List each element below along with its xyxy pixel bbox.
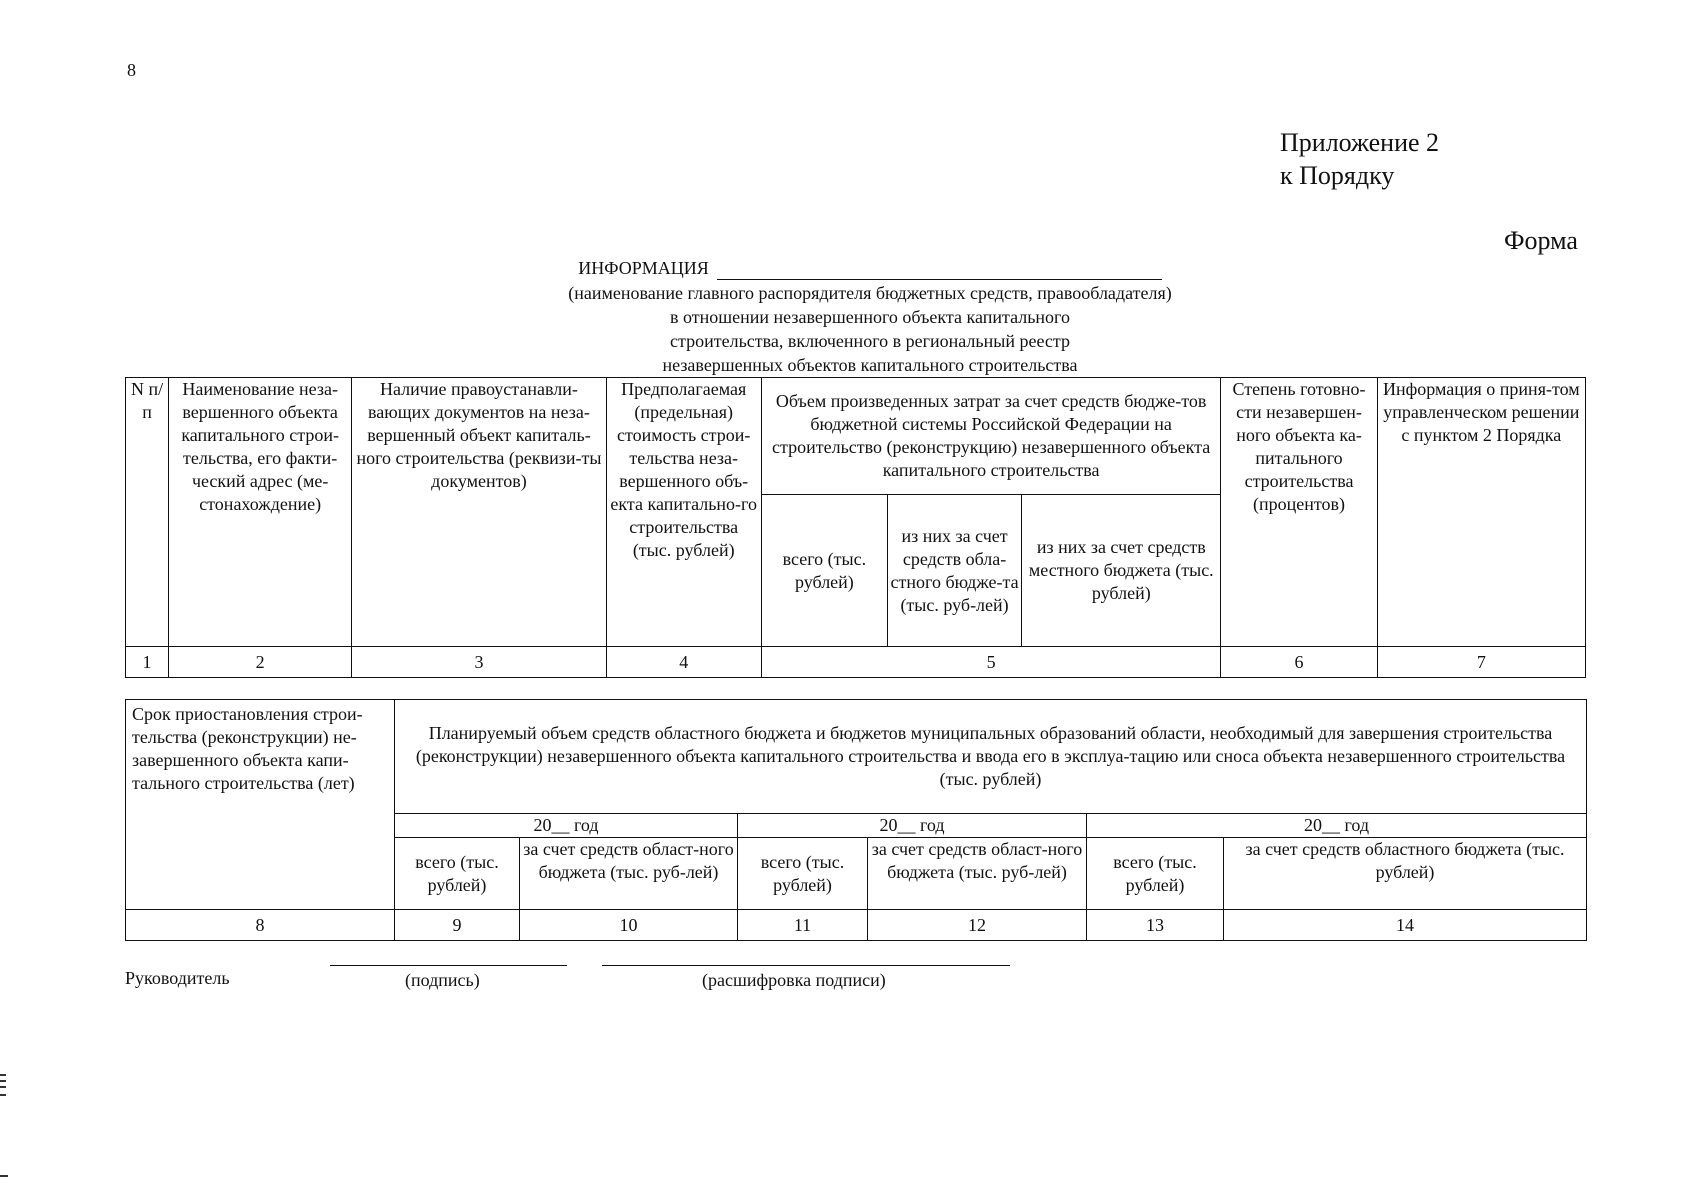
header-costs-local: из них за счет средств местного бюджета (тыс. рублей)	[1022, 495, 1221, 647]
signature-caption: (подпись)	[405, 970, 480, 990]
header-estimated-cost: Предполагаемая (предельная) стоимость строи-тельства неза-вершенного объ-екта капитально-го строительства (тыс. рублей)	[606, 378, 761, 647]
planning-table	[125, 699, 1587, 941]
form-label: Форма	[1504, 226, 1578, 255]
header-year-3-total: всего (тыс. рублей)	[1087, 838, 1224, 910]
header-costs-regional: из них за счет средств обла-стного бюдже-та (тыс. руб-лей)	[887, 495, 1021, 647]
main-table	[125, 377, 1586, 678]
scan-mark	[0, 1074, 6, 1076]
column-number: 1	[126, 647, 169, 678]
header-blank-line	[717, 261, 1162, 280]
scan-mark	[0, 1175, 8, 1177]
column-number: 7	[1377, 647, 1585, 678]
signature-line	[330, 965, 567, 966]
header-object-name: Наименование неза-вершенного объекта капитального строи-тельства, его факти-ческий адрес (ме-стонахождение)	[169, 378, 352, 647]
header-year-3: 20__ год	[1087, 814, 1587, 838]
header-year-2: 20__ год	[738, 814, 1087, 838]
header-year-1-total: всего (тыс. рублей)	[395, 838, 520, 910]
appendix-block	[1280, 126, 1439, 192]
header-year-2-total: всего (тыс. рублей)	[738, 838, 868, 910]
signature-label: Руководитель	[125, 968, 230, 988]
header-line-1: (наименование главного распорядителя бюджетных средств, правообладателя)	[568, 283, 1172, 303]
header-year-3-regional: за счет средств областного бюджета (тыс. рублей)	[1224, 838, 1587, 910]
column-number: 13	[1087, 910, 1224, 941]
column-number: 11	[738, 910, 868, 941]
header-documents: Наличие правоустанавли-вающих документов на неза-вершенный объект капиталь-ного строительства (реквизи-ты документов)	[352, 378, 606, 647]
header-line-4: незавершенных объектов капитального строительства	[662, 355, 1078, 375]
header-year-2-regional: за счет средств област-ного бюджета (тыс. руб-лей)	[868, 838, 1087, 910]
scan-mark	[0, 1080, 6, 1082]
column-number: 3	[352, 647, 606, 678]
appendix-line-1: Приложение 2	[1280, 128, 1440, 157]
scan-mark	[0, 1086, 6, 1088]
signature-decode-line	[602, 965, 1010, 966]
header-planned-volume: Планируемый объем средств областного бюджета и бюджетов муниципальных образований области, необходимый для завершения строительства (реконструкции) незавершенного объекта капитального строительства и ввода его в эксплуа-тацию или сноса объекта незавершенного строительства (тыс. рублей)	[395, 700, 1587, 814]
appendix-line-2: к Порядку	[1280, 161, 1395, 190]
header-npp: N п/п	[126, 378, 169, 647]
page-number: 8	[127, 60, 136, 80]
header-costs-total: всего (тыс. рублей)	[761, 495, 887, 647]
scan-mark	[0, 1094, 6, 1096]
header-costs-incurred: Объем произведенных затрат за счет средств бюдже-тов бюджетной системы Российской Федерации на строительство (реконструкцию) незавершенного объекта капитального строительства	[761, 378, 1221, 495]
header-year-1: 20__ год	[395, 814, 738, 838]
header-line-2: в отношении незавершенного объекта капитального	[670, 307, 1070, 327]
column-number: 14	[1224, 910, 1587, 941]
signature-decode-caption: (расшифровка подписи)	[702, 970, 886, 990]
column-number: 2	[169, 647, 352, 678]
column-number: 5	[761, 647, 1221, 678]
header-decision-info: Информация о приня-том управленческом решении с пунктом 2 Порядка	[1377, 378, 1585, 647]
column-number: 6	[1221, 647, 1377, 678]
column-number: 4	[606, 647, 761, 678]
column-number: 9	[395, 910, 520, 941]
header-readiness: Степень готовно-сти незавершен-ного объекта ка-питального строительства (процентов)	[1221, 378, 1377, 647]
header-line-3: строительства, включенного в региональный реестр	[670, 331, 1070, 351]
header-year-1-regional: за счет средств област-ного бюджета (тыс. руб-лей)	[520, 838, 738, 910]
column-number: 12	[868, 910, 1087, 941]
header-title-row	[470, 257, 1270, 280]
column-number: 10	[520, 910, 738, 941]
header-title: ИНФОРМАЦИЯ	[578, 258, 709, 278]
header-suspension-term: Срок приостановления строи-тельства (реконструкции) не-завершенного объекта капи-тального строительства (лет)	[126, 700, 395, 910]
column-number: 8	[126, 910, 395, 941]
